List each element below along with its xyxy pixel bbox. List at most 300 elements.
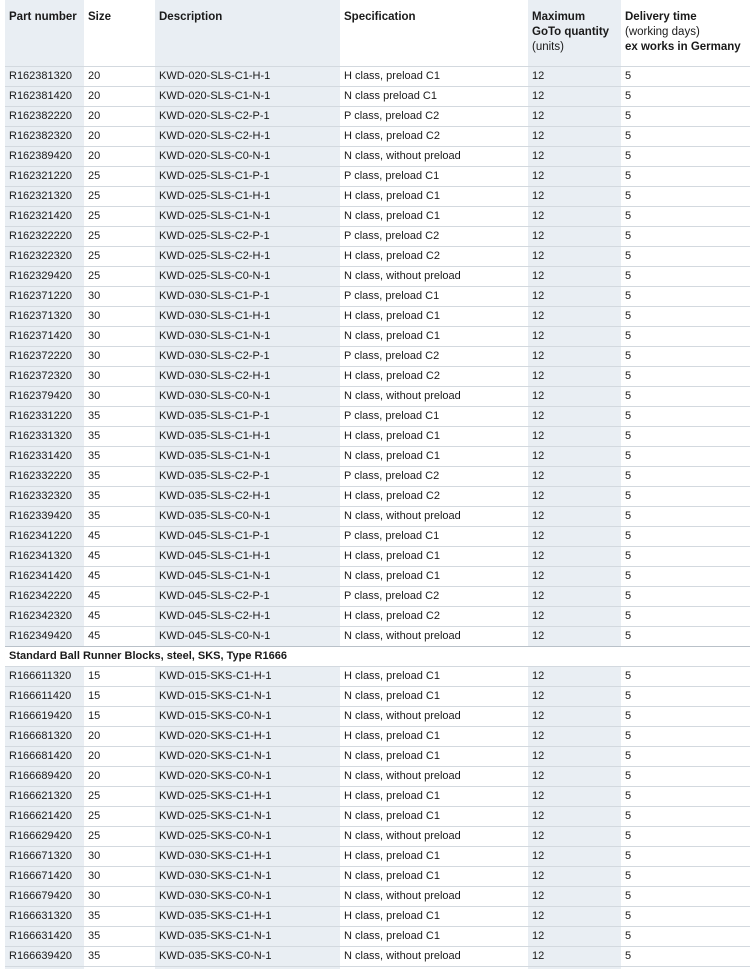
cell-size: 25 — [84, 806, 155, 826]
cell-delivery-time: 5 — [621, 326, 750, 346]
cell-part-number: R166621420 — [5, 806, 84, 826]
cell-max-quantity: 12 — [528, 86, 621, 106]
table-row — [5, 546, 750, 566]
cell-description: KWD-035-SLS-C1-H-1 — [155, 426, 340, 446]
cell-delivery-time: 5 — [621, 946, 750, 966]
cell-delivery-time: 5 — [621, 406, 750, 426]
table-row — [5, 586, 750, 606]
cell-delivery-time: 5 — [621, 786, 750, 806]
cell-description: KWD-030-SLS-C1-N-1 — [155, 326, 340, 346]
table-row — [5, 446, 750, 466]
cell-specification: H class, preload C1 — [340, 546, 528, 566]
table-body — [5, 66, 750, 966]
cell-max-quantity: 12 — [528, 506, 621, 526]
cell-specification: N class, preload C1 — [340, 806, 528, 826]
cell-description: KWD-045-SLS-C0-N-1 — [155, 626, 340, 646]
cell-part-number: R162372320 — [5, 366, 84, 386]
cell-size: 25 — [84, 166, 155, 186]
header-delivery-line1: Delivery time — [625, 11, 697, 23]
cell-description: KWD-025-SLS-C1-N-1 — [155, 206, 340, 226]
cell-description: KWD-015-SKS-C1-H-1 — [155, 666, 340, 686]
cell-max-quantity: 12 — [528, 666, 621, 686]
cell-part-number: R162321220 — [5, 166, 84, 186]
cell-specification: N class, without preload — [340, 946, 528, 966]
cell-size: 20 — [84, 126, 155, 146]
cell-delivery-time: 5 — [621, 386, 750, 406]
cell-description: KWD-025-SLS-C1-P-1 — [155, 166, 340, 186]
cell-delivery-time: 5 — [621, 826, 750, 846]
cell-delivery-time: 5 — [621, 306, 750, 326]
cell-size: 25 — [84, 206, 155, 226]
cell-size: 20 — [84, 106, 155, 126]
cell-delivery-time: 5 — [621, 766, 750, 786]
cell-specification: N class, without preload — [340, 146, 528, 166]
cell-delivery-time: 5 — [621, 806, 750, 826]
cell-size: 25 — [84, 246, 155, 266]
cell-part-number: R162332320 — [5, 486, 84, 506]
cell-description: KWD-030-SLS-C0-N-1 — [155, 386, 340, 406]
cell-size: 35 — [84, 486, 155, 506]
cell-max-quantity: 12 — [528, 166, 621, 186]
table-row — [5, 906, 750, 926]
cell-max-quantity: 12 — [528, 626, 621, 646]
cell-part-number: R162371420 — [5, 326, 84, 346]
cell-part-number: R162341220 — [5, 526, 84, 546]
cell-size: 45 — [84, 546, 155, 566]
cell-specification: N class, preload C1 — [340, 746, 528, 766]
cell-size: 20 — [84, 146, 155, 166]
cell-specification: H class, preload C1 — [340, 786, 528, 806]
cell-max-quantity: 12 — [528, 306, 621, 326]
cell-delivery-time: 5 — [621, 186, 750, 206]
cell-max-quantity: 12 — [528, 586, 621, 606]
cell-size: 35 — [84, 446, 155, 466]
cell-delivery-time: 5 — [621, 926, 750, 946]
cell-part-number: R162321420 — [5, 206, 84, 226]
cell-max-quantity: 12 — [528, 866, 621, 886]
cell-part-number: R166631320 — [5, 906, 84, 926]
cell-max-quantity: 12 — [528, 686, 621, 706]
cell-specification: H class, preload C1 — [340, 306, 528, 326]
table-row — [5, 66, 750, 86]
cell-specification: H class, preload C2 — [340, 366, 528, 386]
cell-description: KWD-025-SKS-C1-N-1 — [155, 806, 340, 826]
cell-description: KWD-020-SLS-C1-N-1 — [155, 86, 340, 106]
cell-delivery-time: 5 — [621, 286, 750, 306]
header-part-number: Part number — [9, 11, 77, 23]
cell-max-quantity: 12 — [528, 386, 621, 406]
table-row — [5, 146, 750, 166]
cell-description: KWD-020-SLS-C2-H-1 — [155, 126, 340, 146]
cell-size: 20 — [84, 86, 155, 106]
cell-delivery-time: 5 — [621, 706, 750, 726]
cell-size: 45 — [84, 566, 155, 586]
cell-description: KWD-030-SLS-C1-H-1 — [155, 306, 340, 326]
cell-specification: N class, without preload — [340, 766, 528, 786]
section-row — [5, 646, 750, 666]
header-specification: Specification — [344, 11, 416, 23]
cell-part-number: R166611420 — [5, 686, 84, 706]
cell-description: KWD-045-SLS-C1-N-1 — [155, 566, 340, 586]
cell-specification: P class, preload C1 — [340, 286, 528, 306]
cell-max-quantity: 12 — [528, 346, 621, 366]
cell-max-quantity: 12 — [528, 946, 621, 966]
cell-max-quantity: 12 — [528, 126, 621, 146]
cell-size: 30 — [84, 846, 155, 866]
table-row — [5, 506, 750, 526]
cell-size: 35 — [84, 406, 155, 426]
cell-max-quantity: 12 — [528, 706, 621, 726]
cell-size: 25 — [84, 226, 155, 246]
table-row — [5, 706, 750, 726]
section-title: Standard Ball Runner Blocks, steel, SKS, Type R1666 — [5, 646, 750, 666]
cell-delivery-time: 5 — [621, 726, 750, 746]
cell-max-quantity: 12 — [528, 406, 621, 426]
cell-specification: N class, without preload — [340, 626, 528, 646]
cell-delivery-time: 5 — [621, 366, 750, 386]
cell-description: KWD-020-SKS-C1-H-1 — [155, 726, 340, 746]
header-max-quantity — [528, 0, 621, 66]
header-max-quantity-line2: GoTo quantity — [532, 26, 610, 38]
cell-specification: N class, without preload — [340, 706, 528, 726]
cell-size: 25 — [84, 786, 155, 806]
cell-specification: N class, preload C1 — [340, 566, 528, 586]
cell-max-quantity: 12 — [528, 466, 621, 486]
cell-size: 30 — [84, 366, 155, 386]
cell-specification: N class, without preload — [340, 386, 528, 406]
parts-table — [5, 0, 750, 967]
table-row — [5, 806, 750, 826]
cell-description: KWD-030-SKS-C0-N-1 — [155, 886, 340, 906]
cell-description: KWD-045-SLS-C1-P-1 — [155, 526, 340, 546]
cell-part-number: R162329420 — [5, 266, 84, 286]
cell-size: 30 — [84, 286, 155, 306]
table-row — [5, 946, 750, 966]
cell-delivery-time: 5 — [621, 466, 750, 486]
cell-size: 45 — [84, 606, 155, 626]
cell-specification: N class, preload C1 — [340, 926, 528, 946]
table-row — [5, 686, 750, 706]
cell-delivery-time: 5 — [621, 846, 750, 866]
cell-specification: H class, preload C2 — [340, 126, 528, 146]
cell-description: KWD-020-SKS-C0-N-1 — [155, 766, 340, 786]
header-description: Description — [159, 11, 223, 23]
cell-specification: H class, preload C1 — [340, 66, 528, 86]
cell-specification: N class, preload C1 — [340, 866, 528, 886]
table-row — [5, 466, 750, 486]
cell-part-number: R162389420 — [5, 146, 84, 166]
cell-delivery-time: 5 — [621, 566, 750, 586]
cell-specification: H class, preload C2 — [340, 246, 528, 266]
cell-size: 45 — [84, 626, 155, 646]
cell-delivery-time: 5 — [621, 666, 750, 686]
cell-part-number: R166679420 — [5, 886, 84, 906]
table-row — [5, 826, 750, 846]
header-size: Size — [88, 11, 112, 23]
header-max-quantity-line3: (units) — [532, 41, 564, 53]
table-row — [5, 306, 750, 326]
cell-description: KWD-025-SKS-C0-N-1 — [155, 826, 340, 846]
cell-max-quantity: 12 — [528, 106, 621, 126]
cell-description: KWD-045-SLS-C2-H-1 — [155, 606, 340, 626]
cell-description: KWD-020-SLS-C1-H-1 — [155, 66, 340, 86]
cell-delivery-time: 5 — [621, 686, 750, 706]
cell-specification: N class, without preload — [340, 886, 528, 906]
cell-size: 45 — [84, 526, 155, 546]
cell-max-quantity: 12 — [528, 526, 621, 546]
cell-size: 35 — [84, 506, 155, 526]
cell-size: 30 — [84, 306, 155, 326]
cell-specification: P class, preload C2 — [340, 346, 528, 366]
cell-description: KWD-035-SLS-C2-P-1 — [155, 466, 340, 486]
cell-part-number: R166631420 — [5, 926, 84, 946]
cell-part-number: R162381420 — [5, 86, 84, 106]
table-row — [5, 206, 750, 226]
cell-description: KWD-025-SLS-C2-P-1 — [155, 226, 340, 246]
cell-size: 15 — [84, 706, 155, 726]
cell-delivery-time: 5 — [621, 206, 750, 226]
cell-delivery-time: 5 — [621, 86, 750, 106]
cell-max-quantity: 12 — [528, 206, 621, 226]
cell-description: KWD-030-SLS-C1-P-1 — [155, 286, 340, 306]
cell-description: KWD-045-SLS-C1-H-1 — [155, 546, 340, 566]
header-delivery-time — [621, 0, 750, 66]
table-row — [5, 846, 750, 866]
table-row — [5, 886, 750, 906]
cell-delivery-time: 5 — [621, 626, 750, 646]
cell-part-number: R166681320 — [5, 726, 84, 746]
cell-part-number: R162331220 — [5, 406, 84, 426]
cell-part-number: R162331320 — [5, 426, 84, 446]
cell-max-quantity: 12 — [528, 846, 621, 866]
cell-max-quantity: 12 — [528, 886, 621, 906]
cell-description: KWD-015-SKS-C1-N-1 — [155, 686, 340, 706]
table-row — [5, 666, 750, 686]
cell-size: 20 — [84, 726, 155, 746]
cell-specification: N class, without preload — [340, 506, 528, 526]
cell-delivery-time: 5 — [621, 266, 750, 286]
cell-max-quantity: 12 — [528, 926, 621, 946]
cell-delivery-time: 5 — [621, 446, 750, 466]
cell-description: KWD-015-SKS-C0-N-1 — [155, 706, 340, 726]
cell-size: 30 — [84, 886, 155, 906]
cell-description: KWD-030-SKS-C1-N-1 — [155, 866, 340, 886]
cell-max-quantity: 12 — [528, 366, 621, 386]
table-row — [5, 486, 750, 506]
cell-delivery-time: 5 — [621, 346, 750, 366]
cell-delivery-time: 5 — [621, 226, 750, 246]
table-row — [5, 426, 750, 446]
cell-delivery-time: 5 — [621, 166, 750, 186]
cell-part-number: R166621320 — [5, 786, 84, 806]
cell-part-number: R162332220 — [5, 466, 84, 486]
cell-specification: N class, preload C1 — [340, 326, 528, 346]
cell-part-number: R166619420 — [5, 706, 84, 726]
cell-description: KWD-020-SKS-C1-N-1 — [155, 746, 340, 766]
cell-description: KWD-025-SKS-C1-H-1 — [155, 786, 340, 806]
cell-specification: H class, preload C1 — [340, 186, 528, 206]
cell-max-quantity: 12 — [528, 326, 621, 346]
table-row — [5, 606, 750, 626]
cell-max-quantity: 12 — [528, 826, 621, 846]
cell-description: KWD-020-SLS-C2-P-1 — [155, 106, 340, 126]
cell-size: 35 — [84, 466, 155, 486]
cell-part-number: R166671420 — [5, 866, 84, 886]
cell-specification: H class, preload C2 — [340, 606, 528, 626]
cell-part-number: R162371320 — [5, 306, 84, 326]
cell-delivery-time: 5 — [621, 66, 750, 86]
cell-description: KWD-025-SLS-C0-N-1 — [155, 266, 340, 286]
cell-part-number: R162322320 — [5, 246, 84, 266]
cell-size: 15 — [84, 666, 155, 686]
cell-size: 20 — [84, 746, 155, 766]
cell-description: KWD-025-SLS-C1-H-1 — [155, 186, 340, 206]
table-row — [5, 186, 750, 206]
table-row — [5, 726, 750, 746]
cell-specification: H class, preload C1 — [340, 666, 528, 686]
cell-part-number: R162382320 — [5, 126, 84, 146]
table-row — [5, 266, 750, 286]
cell-delivery-time: 5 — [621, 546, 750, 566]
table-row — [5, 766, 750, 786]
table-row — [5, 326, 750, 346]
cell-specification: P class, preload C1 — [340, 406, 528, 426]
table-row — [5, 126, 750, 146]
cell-specification: P class, preload C2 — [340, 586, 528, 606]
table-row — [5, 406, 750, 426]
cell-description: KWD-045-SLS-C2-P-1 — [155, 586, 340, 606]
cell-specification: N class, preload C1 — [340, 446, 528, 466]
cell-description: KWD-035-SKS-C0-N-1 — [155, 946, 340, 966]
cell-max-quantity: 12 — [528, 546, 621, 566]
header-delivery-line3: ex works in Germany — [625, 41, 741, 53]
table-row — [5, 86, 750, 106]
cell-size: 20 — [84, 766, 155, 786]
cell-max-quantity: 12 — [528, 486, 621, 506]
cell-specification: P class, preload C1 — [340, 166, 528, 186]
cell-description: KWD-035-SLS-C2-H-1 — [155, 486, 340, 506]
cell-description: KWD-035-SLS-C1-N-1 — [155, 446, 340, 466]
cell-part-number: R162342320 — [5, 606, 84, 626]
table-row — [5, 386, 750, 406]
table-row — [5, 166, 750, 186]
cell-size: 35 — [84, 926, 155, 946]
cell-specification: P class, preload C1 — [340, 526, 528, 546]
table-row — [5, 926, 750, 946]
cell-description: KWD-030-SLS-C2-P-1 — [155, 346, 340, 366]
cell-delivery-time: 5 — [621, 146, 750, 166]
cell-size: 35 — [84, 906, 155, 926]
cell-description: KWD-020-SLS-C0-N-1 — [155, 146, 340, 166]
cell-specification: P class, preload C2 — [340, 106, 528, 126]
table-row — [5, 246, 750, 266]
cell-specification: H class, preload C1 — [340, 426, 528, 446]
cell-size: 30 — [84, 326, 155, 346]
cell-part-number: R166671320 — [5, 846, 84, 866]
table-row — [5, 786, 750, 806]
cell-size: 35 — [84, 426, 155, 446]
cell-max-quantity: 12 — [528, 806, 621, 826]
cell-specification: N class, preload C1 — [340, 206, 528, 226]
cell-delivery-time: 5 — [621, 126, 750, 146]
cell-size: 25 — [84, 266, 155, 286]
cell-delivery-time: 5 — [621, 506, 750, 526]
cell-part-number: R166629420 — [5, 826, 84, 846]
table-row — [5, 566, 750, 586]
cell-part-number: R166639420 — [5, 946, 84, 966]
cell-part-number: R162339420 — [5, 506, 84, 526]
cell-size: 30 — [84, 866, 155, 886]
cell-max-quantity: 12 — [528, 726, 621, 746]
cell-max-quantity: 12 — [528, 426, 621, 446]
header-delivery-line2: (working days) — [625, 26, 700, 38]
cell-max-quantity: 12 — [528, 746, 621, 766]
cell-specification: N class, preload C1 — [340, 686, 528, 706]
cell-max-quantity: 12 — [528, 66, 621, 86]
cell-specification: H class, preload C1 — [340, 906, 528, 926]
cell-part-number: R162322220 — [5, 226, 84, 246]
table-row — [5, 626, 750, 646]
cell-max-quantity: 12 — [528, 246, 621, 266]
cell-description: KWD-030-SKS-C1-H-1 — [155, 846, 340, 866]
cell-size: 30 — [84, 346, 155, 366]
table-row — [5, 526, 750, 546]
cell-size: 30 — [84, 386, 155, 406]
cell-specification: H class, preload C2 — [340, 486, 528, 506]
cell-delivery-time: 5 — [621, 746, 750, 766]
cell-description: KWD-030-SLS-C2-H-1 — [155, 366, 340, 386]
cell-delivery-time: 5 — [621, 246, 750, 266]
cell-size: 20 — [84, 66, 155, 86]
cell-part-number: R162341320 — [5, 546, 84, 566]
cell-max-quantity: 12 — [528, 446, 621, 466]
cell-part-number: R166689420 — [5, 766, 84, 786]
cell-delivery-time: 5 — [621, 606, 750, 626]
cell-part-number: R162342220 — [5, 586, 84, 606]
table-row — [5, 866, 750, 886]
cell-specification: H class, preload C1 — [340, 726, 528, 746]
cell-max-quantity: 12 — [528, 186, 621, 206]
cell-description: KWD-035-SLS-C1-P-1 — [155, 406, 340, 426]
cell-max-quantity: 12 — [528, 146, 621, 166]
table-row — [5, 746, 750, 766]
cell-specification: H class, preload C1 — [340, 846, 528, 866]
cell-delivery-time: 5 — [621, 586, 750, 606]
cell-delivery-time: 5 — [621, 426, 750, 446]
cell-max-quantity: 12 — [528, 786, 621, 806]
header-max-quantity-line1: Maximum — [532, 11, 586, 23]
cell-specification: N class preload C1 — [340, 86, 528, 106]
cell-part-number: R162331420 — [5, 446, 84, 466]
cell-description: KWD-035-SKS-C1-N-1 — [155, 926, 340, 946]
cell-size: 35 — [84, 946, 155, 966]
table-header-row — [5, 0, 750, 66]
cell-delivery-time: 5 — [621, 886, 750, 906]
cell-part-number: R162381320 — [5, 66, 84, 86]
cell-max-quantity: 12 — [528, 766, 621, 786]
table-row — [5, 226, 750, 246]
cell-part-number: R162379420 — [5, 386, 84, 406]
cell-part-number: R166681420 — [5, 746, 84, 766]
cell-specification: N class, without preload — [340, 826, 528, 846]
cell-specification: P class, preload C2 — [340, 466, 528, 486]
cell-max-quantity: 12 — [528, 266, 621, 286]
table-row — [5, 346, 750, 366]
cell-delivery-time: 5 — [621, 486, 750, 506]
cell-part-number: R166611320 — [5, 666, 84, 686]
cell-part-number: R162349420 — [5, 626, 84, 646]
cell-max-quantity: 12 — [528, 566, 621, 586]
